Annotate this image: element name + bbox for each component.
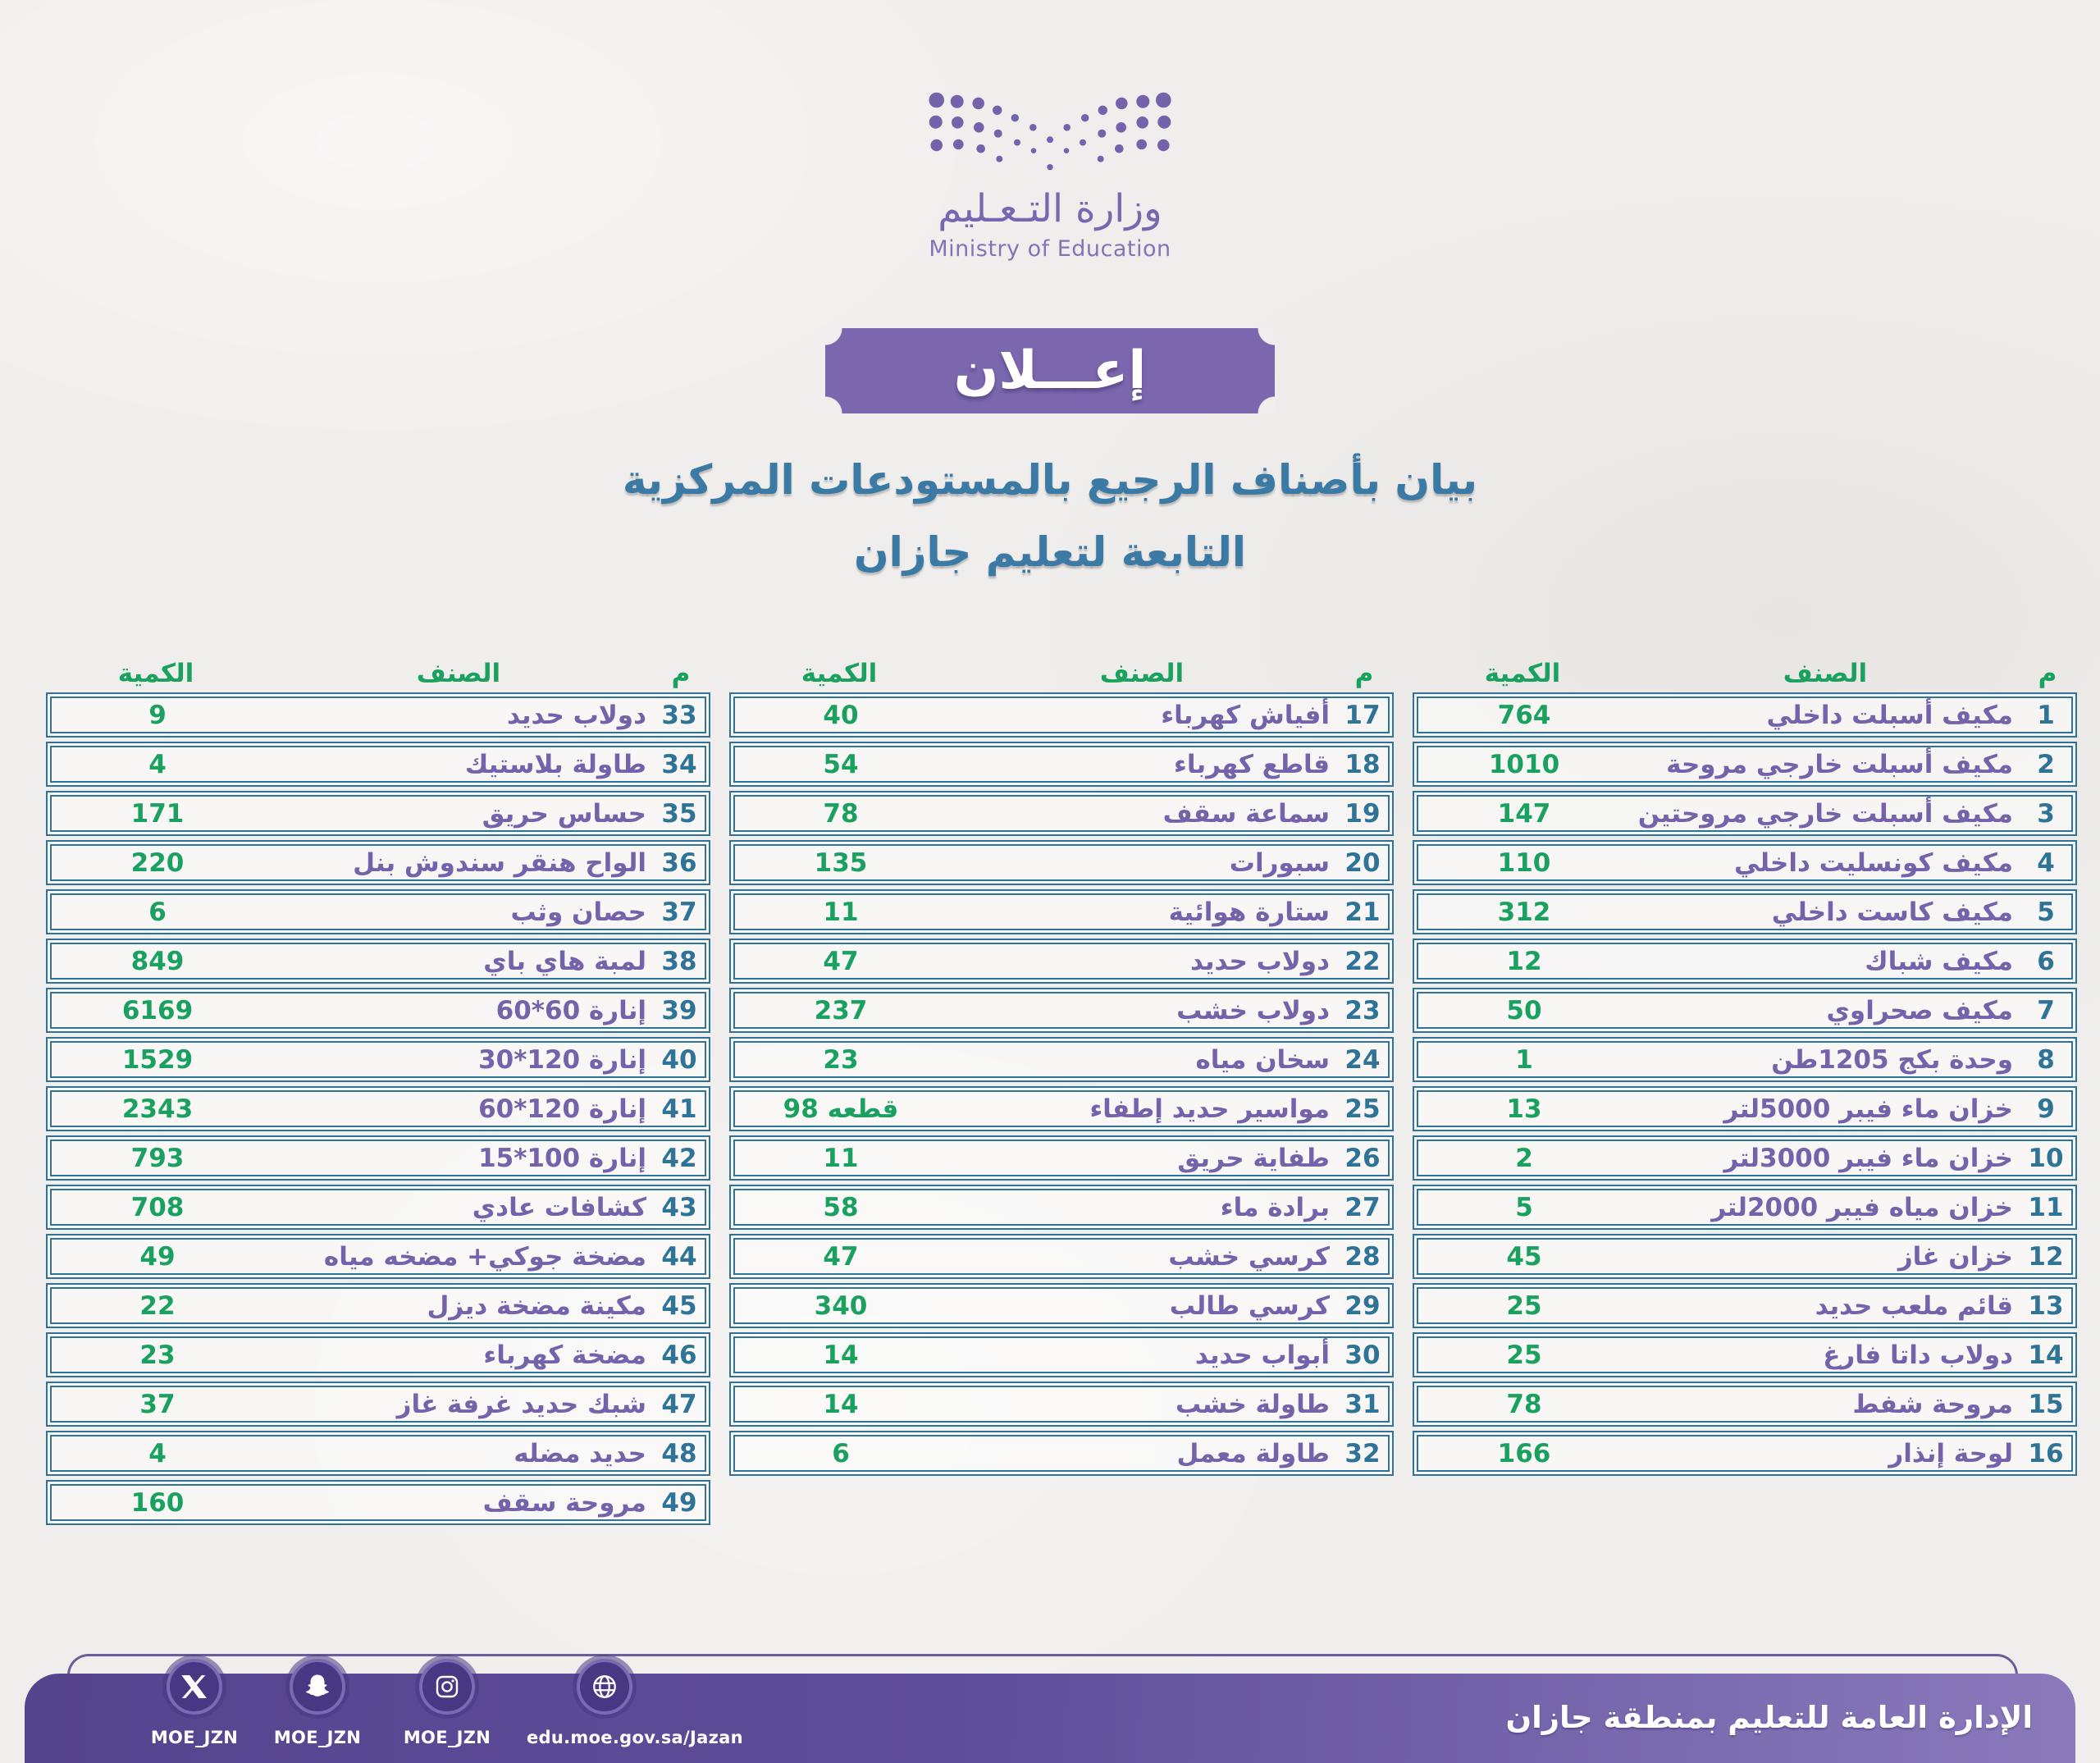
table-row bbox=[729, 889, 1394, 934]
row-item-name: الواح هنقر سندوش بنل bbox=[353, 847, 646, 878]
social-snapchat-label[interactable]: MOE_JZN bbox=[273, 1728, 362, 1747]
row-quantity: 49 bbox=[139, 1241, 176, 1272]
row-index: 21 bbox=[1344, 897, 1381, 927]
row-index: 43 bbox=[661, 1192, 697, 1222]
row-item-name: مضخة جوكي+ مضخه مياه bbox=[323, 1241, 646, 1272]
table-header bbox=[1413, 655, 2077, 692]
row-item-name: إنارة 120*30 bbox=[478, 1044, 646, 1075]
row-item-name: مروحة شفط bbox=[1852, 1389, 2013, 1419]
table-header bbox=[46, 655, 710, 692]
row-item-name: كشافات عادي bbox=[472, 1192, 646, 1222]
row-item-name: قاطع كهرباء bbox=[1173, 749, 1330, 779]
row-quantity: 37 bbox=[139, 1389, 176, 1419]
items-table-column-3 bbox=[46, 655, 710, 1529]
items-tables bbox=[46, 655, 2077, 1529]
social-instagram-label[interactable]: MOE_JZN bbox=[403, 1728, 491, 1747]
table-row bbox=[1413, 1185, 2077, 1230]
moe-logo-dots-icon bbox=[902, 75, 1198, 178]
row-index: 49 bbox=[661, 1487, 697, 1518]
row-quantity: 25 bbox=[1506, 1290, 1542, 1321]
header-index: م bbox=[2038, 659, 2057, 688]
row-item-name: حديد مضله bbox=[514, 1438, 646, 1468]
row-index: 42 bbox=[661, 1143, 697, 1173]
row-item-name: إنارة 120*60 bbox=[478, 1094, 646, 1124]
row-item-name: طاولة خشب bbox=[1175, 1389, 1330, 1419]
row-index: 36 bbox=[661, 847, 697, 878]
row-quantity: 22 bbox=[139, 1290, 176, 1321]
row-item-name: مكيف أسبلت خارجي مروحتين bbox=[1637, 798, 2013, 829]
row-item-name: مكيف صحراوي bbox=[1826, 995, 2013, 1025]
table-row bbox=[46, 742, 710, 787]
social-website-label[interactable]: edu.moe.gov.sa/Jazan bbox=[527, 1728, 743, 1747]
row-quantity: 4 bbox=[148, 749, 167, 779]
table-row bbox=[1413, 1037, 2077, 1082]
table-row bbox=[729, 1037, 1394, 1082]
row-item-name: خزان غاز bbox=[1897, 1241, 2013, 1272]
row-quantity: 708 bbox=[130, 1192, 185, 1222]
row-item-name: كرسي طالب bbox=[1169, 1290, 1330, 1321]
row-quantity: 793 bbox=[130, 1143, 185, 1173]
row-quantity: 849 bbox=[130, 946, 185, 976]
moe-logo-title-en: Ministry of Education bbox=[929, 236, 1171, 262]
table-row bbox=[46, 692, 710, 738]
row-index: 16 bbox=[2028, 1438, 2064, 1468]
row-item-name: أفياش كهرباء bbox=[1161, 700, 1330, 730]
table-row bbox=[729, 1382, 1394, 1427]
header-item: الصنف bbox=[416, 659, 501, 688]
page-title-line2: التابعة لتعليم جازان bbox=[853, 528, 1247, 576]
row-item-name: حساس حريق bbox=[482, 798, 646, 829]
row-index: 11 bbox=[2028, 1192, 2064, 1222]
row-index: 44 bbox=[661, 1241, 697, 1272]
moe-logo bbox=[902, 75, 1198, 262]
row-item-name: سماعة سقف bbox=[1162, 798, 1330, 829]
row-item-name: خزان ماء فيبر 5000لتر bbox=[1723, 1094, 2013, 1124]
table-row bbox=[1413, 840, 2077, 885]
row-index: 25 bbox=[1344, 1094, 1381, 1124]
row-index: 12 bbox=[2028, 1241, 2064, 1272]
row-quantity: 237 bbox=[814, 995, 868, 1025]
row-index: 35 bbox=[661, 798, 697, 829]
row-item-name: طاولة بلاستيك bbox=[464, 749, 646, 779]
row-item-name: مكيف كاست داخلي bbox=[1771, 897, 2013, 927]
row-index: 18 bbox=[1344, 749, 1381, 779]
header-quantity: الكمية bbox=[117, 659, 194, 688]
instagram-icon[interactable] bbox=[419, 1659, 475, 1715]
table-row bbox=[729, 840, 1394, 885]
table-header bbox=[729, 655, 1394, 692]
row-quantity: 78 bbox=[1506, 1389, 1542, 1419]
table-row bbox=[1413, 1086, 2077, 1131]
table-row bbox=[729, 1332, 1394, 1377]
row-item-name: كرسي خشب bbox=[1168, 1241, 1330, 1272]
table-row bbox=[729, 1283, 1394, 1328]
row-item-name: حصان وثب bbox=[510, 897, 646, 927]
row-quantity: 45 bbox=[1506, 1241, 1542, 1272]
row-quantity: 40 bbox=[823, 700, 859, 730]
row-item-name: لمبة هاي باي bbox=[483, 946, 646, 976]
table-row bbox=[1413, 939, 2077, 984]
table-row bbox=[46, 1283, 710, 1328]
row-quantity: 135 bbox=[814, 847, 868, 878]
row-index: 15 bbox=[2028, 1389, 2064, 1419]
row-index: 28 bbox=[1344, 1241, 1381, 1272]
row-quantity: 2343 bbox=[121, 1094, 194, 1124]
row-quantity: 12 bbox=[1506, 946, 1542, 976]
row-quantity: 50 bbox=[1506, 995, 1542, 1025]
row-index: 19 bbox=[1344, 798, 1381, 829]
table-row bbox=[729, 1234, 1394, 1279]
row-quantity: 340 bbox=[814, 1290, 868, 1321]
row-quantity: 58 bbox=[823, 1192, 859, 1222]
row-item-name: مضخة كهرباء bbox=[483, 1340, 646, 1370]
row-quantity: 171 bbox=[130, 798, 185, 829]
header-quantity: الكمية bbox=[801, 659, 878, 688]
row-item-name: دولاب حديد bbox=[1189, 946, 1330, 976]
page-title bbox=[0, 456, 2100, 576]
row-quantity: 23 bbox=[139, 1340, 176, 1370]
row-index: 48 bbox=[661, 1438, 697, 1468]
table-row bbox=[1413, 1135, 2077, 1181]
row-item-name: سبورات bbox=[1229, 847, 1330, 878]
table-row bbox=[729, 988, 1394, 1033]
row-item-name: إنارة 60*60 bbox=[495, 995, 646, 1025]
row-quantity: 23 bbox=[823, 1044, 859, 1075]
row-quantity: 25 bbox=[1506, 1340, 1542, 1370]
row-index: 33 bbox=[661, 700, 697, 730]
row-item-name: إنارة 100*15 bbox=[478, 1143, 646, 1173]
row-item-name: مكيف كونسليت داخلي bbox=[1733, 847, 2013, 878]
row-quantity: 166 bbox=[1497, 1438, 1551, 1468]
row-index: 14 bbox=[2028, 1340, 2064, 1370]
row-item-name: أبواب حديد bbox=[1194, 1340, 1330, 1370]
table-row bbox=[46, 1480, 710, 1525]
table-row bbox=[46, 1135, 710, 1181]
row-index: 32 bbox=[1344, 1438, 1381, 1468]
social-instagram[interactable] bbox=[369, 1659, 525, 1747]
row-index: 5 bbox=[2037, 897, 2055, 927]
table-row bbox=[46, 1185, 710, 1230]
table-row bbox=[46, 1332, 710, 1377]
row-index: 3 bbox=[2037, 798, 2055, 829]
table-row bbox=[1413, 889, 2077, 934]
row-index: 8 bbox=[2037, 1044, 2055, 1075]
items-table-column-1 bbox=[1413, 655, 2077, 1529]
table-row bbox=[729, 1086, 1394, 1131]
header-quantity: الكمية bbox=[1484, 659, 1561, 688]
table-row bbox=[1413, 1431, 2077, 1476]
table-row bbox=[1413, 988, 2077, 1033]
row-item-name: خزان ماء فيبر 3000لتر bbox=[1723, 1143, 2013, 1173]
row-index: 7 bbox=[2037, 995, 2055, 1025]
row-item-name: قائم ملعب حديد bbox=[1815, 1290, 2013, 1321]
row-index: 26 bbox=[1344, 1143, 1381, 1173]
row-quantity: 4 bbox=[148, 1438, 167, 1468]
row-item-name: لوحة إنذار bbox=[1888, 1438, 2013, 1468]
table-row bbox=[46, 889, 710, 934]
table-row bbox=[1413, 1234, 2077, 1279]
row-index: 38 bbox=[661, 946, 697, 976]
row-index: 39 bbox=[661, 995, 697, 1025]
snapchat-icon[interactable] bbox=[290, 1659, 345, 1715]
table-row bbox=[729, 1185, 1394, 1230]
row-index: 13 bbox=[2028, 1290, 2064, 1321]
row-quantity: 2 bbox=[1515, 1143, 1533, 1173]
row-quantity: 14 bbox=[823, 1389, 859, 1419]
row-index: 22 bbox=[1344, 946, 1381, 976]
table-row bbox=[46, 939, 710, 984]
row-item-name: طاولة معمل bbox=[1176, 1438, 1330, 1468]
table-row bbox=[729, 791, 1394, 836]
row-quantity: 98 قطعه bbox=[783, 1094, 899, 1124]
header-item: الصنف bbox=[1783, 659, 1868, 688]
social-website[interactable] bbox=[527, 1659, 743, 1747]
row-quantity: 47 bbox=[823, 1241, 859, 1272]
row-quantity: 1010 bbox=[1488, 749, 1560, 779]
row-index: 46 bbox=[661, 1340, 697, 1370]
row-quantity: 54 bbox=[823, 749, 859, 779]
row-quantity: 5 bbox=[1515, 1192, 1533, 1222]
table-row bbox=[1413, 742, 2077, 787]
row-item-name: طفاية حريق bbox=[1177, 1143, 1330, 1173]
row-item-name: سخان مياه bbox=[1195, 1044, 1330, 1075]
row-quantity: 11 bbox=[823, 897, 859, 927]
row-index: 29 bbox=[1344, 1290, 1381, 1321]
row-index: 27 bbox=[1344, 1192, 1381, 1222]
row-quantity: 78 bbox=[823, 798, 859, 829]
table-row bbox=[46, 1086, 710, 1131]
table-row bbox=[729, 1431, 1394, 1476]
table-row bbox=[1413, 1283, 2077, 1328]
moe-logo-title-ar: وزارة التـعـليم bbox=[938, 186, 1162, 231]
row-index: 6 bbox=[2037, 946, 2055, 976]
table-row bbox=[1413, 692, 2077, 738]
table-row bbox=[46, 1431, 710, 1476]
row-index: 40 bbox=[661, 1044, 697, 1075]
row-item-name: مواسير حديد إطفاء bbox=[1089, 1094, 1330, 1124]
row-quantity: 6 bbox=[148, 897, 167, 927]
row-quantity: 14 bbox=[823, 1340, 859, 1370]
header-index: م bbox=[1354, 659, 1374, 688]
row-index: 34 bbox=[661, 749, 697, 779]
row-item-name: مكيف شباك bbox=[1865, 946, 2013, 976]
row-index: 10 bbox=[2028, 1143, 2064, 1173]
table-row bbox=[729, 692, 1394, 738]
row-item-name: برادة ماء bbox=[1220, 1192, 1330, 1222]
row-item-name: دولاب داتا فارغ bbox=[1823, 1340, 2013, 1370]
table-row bbox=[46, 840, 710, 885]
row-quantity: 160 bbox=[130, 1487, 185, 1518]
globe-icon[interactable] bbox=[577, 1659, 632, 1715]
row-quantity: 312 bbox=[1497, 897, 1551, 927]
row-quantity: 220 bbox=[130, 847, 185, 878]
row-index: 1 bbox=[2037, 700, 2055, 730]
announcement-banner bbox=[825, 328, 1275, 413]
table-row bbox=[1413, 1332, 2077, 1377]
row-index: 24 bbox=[1344, 1044, 1381, 1075]
row-quantity: 1529 bbox=[121, 1044, 194, 1075]
row-quantity: 110 bbox=[1497, 847, 1551, 878]
table-row bbox=[46, 1382, 710, 1427]
row-index: 17 bbox=[1344, 700, 1381, 730]
row-item-name: دولاب خشب bbox=[1176, 995, 1330, 1025]
row-index: 47 bbox=[661, 1389, 697, 1419]
row-quantity: 47 bbox=[823, 946, 859, 976]
row-index: 2 bbox=[2037, 749, 2055, 779]
row-item-name: مكينة مضخة ديزل bbox=[427, 1290, 646, 1321]
row-item-name: خزان مياه فيبر 2000لتر bbox=[1711, 1192, 2013, 1222]
row-index: 41 bbox=[661, 1094, 697, 1124]
table-row bbox=[46, 1234, 710, 1279]
footer-organization: الإدارة العامة للتعليم بمنطقة جازان bbox=[1505, 1700, 2033, 1735]
table-row bbox=[46, 988, 710, 1033]
table-row bbox=[729, 939, 1394, 984]
row-index: 37 bbox=[661, 897, 697, 927]
row-item-name: ستارة هوائية bbox=[1168, 897, 1330, 927]
row-item-name: شبك حديد غرفة غاز bbox=[396, 1389, 646, 1419]
row-item-name: مروحة سقف bbox=[482, 1487, 646, 1518]
row-index: 4 bbox=[2037, 847, 2055, 878]
x-icon[interactable] bbox=[167, 1659, 222, 1715]
row-quantity: 147 bbox=[1497, 798, 1551, 829]
social-x-label[interactable]: MOE_JZN bbox=[150, 1728, 239, 1747]
table-row bbox=[46, 1037, 710, 1082]
row-quantity: 6169 bbox=[121, 995, 194, 1025]
row-quantity: 13 bbox=[1506, 1094, 1542, 1124]
row-quantity: 1 bbox=[1515, 1044, 1533, 1075]
row-index: 45 bbox=[661, 1290, 697, 1321]
row-index: 23 bbox=[1344, 995, 1381, 1025]
row-index: 9 bbox=[2037, 1094, 2055, 1124]
table-row bbox=[1413, 1382, 2077, 1427]
table-row bbox=[1413, 791, 2077, 836]
items-table-column-2 bbox=[729, 655, 1394, 1529]
row-quantity: 9 bbox=[148, 700, 167, 730]
header-item: الصنف bbox=[1099, 659, 1185, 688]
announcement-banner-label: إعـــلان bbox=[953, 340, 1147, 401]
row-item-name: دولاب حديد bbox=[506, 700, 646, 730]
table-row bbox=[46, 791, 710, 836]
row-quantity: 6 bbox=[832, 1438, 850, 1468]
table-row bbox=[729, 1135, 1394, 1181]
row-item-name: مكيف أسبلت داخلي bbox=[1766, 700, 2013, 730]
row-quantity: 764 bbox=[1497, 700, 1551, 730]
page-title-line1: بيان بأصناف الرجيع بالمستودعات المركزية bbox=[622, 456, 1478, 504]
row-index: 30 bbox=[1344, 1340, 1381, 1370]
row-quantity: 11 bbox=[823, 1143, 859, 1173]
row-item-name: وحدة بكج 1205طن bbox=[1771, 1044, 2013, 1075]
table-row bbox=[729, 742, 1394, 787]
header-index: م bbox=[671, 659, 691, 688]
row-index: 20 bbox=[1344, 847, 1381, 878]
row-item-name: مكيف أسبلت خارجي مروحة bbox=[1666, 749, 2013, 779]
row-index: 31 bbox=[1344, 1389, 1381, 1419]
